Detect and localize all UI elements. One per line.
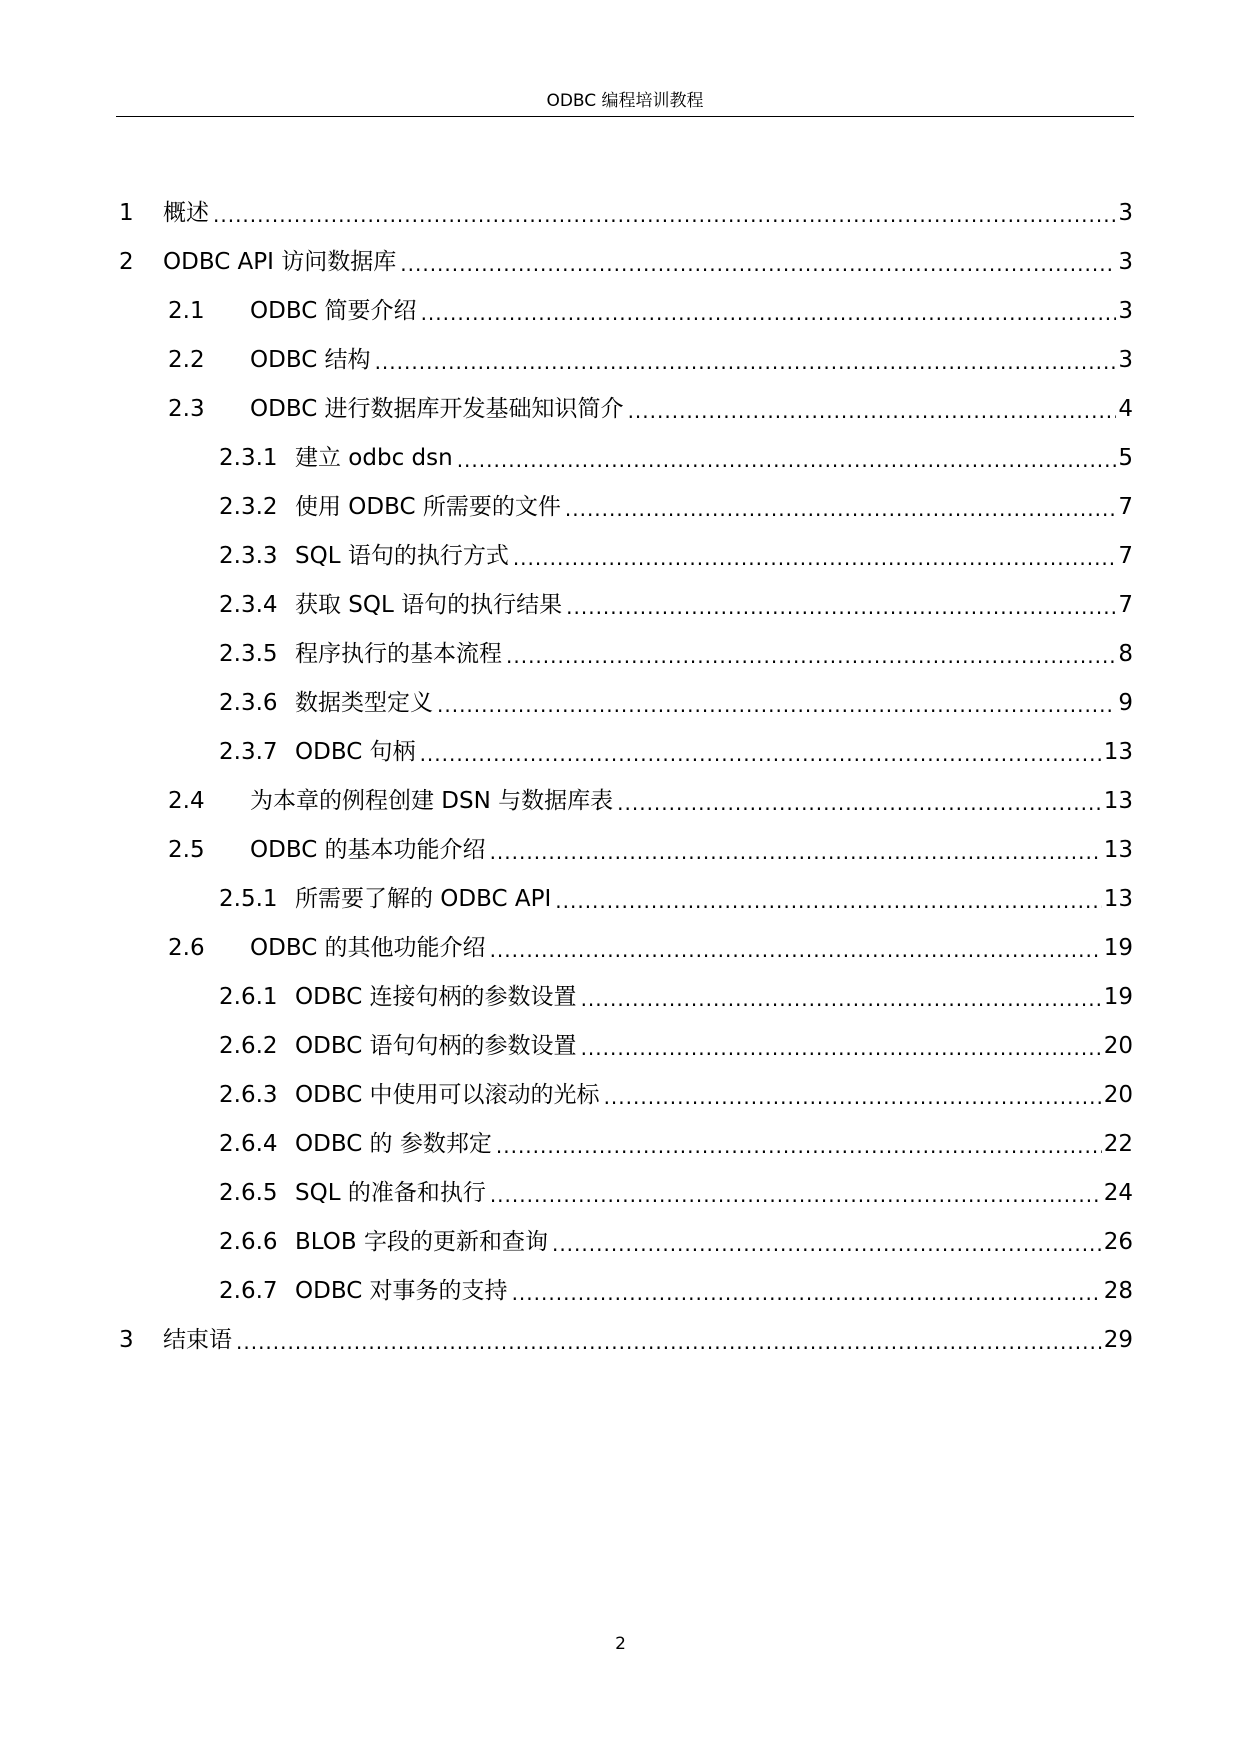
toc-entry-page: 13	[1103, 886, 1133, 912]
toc-entry[interactable]	[219, 683, 1133, 717]
toc-entry-title: ODBC API 访问数据库	[163, 249, 397, 275]
toc-entry-page: 28	[1103, 1278, 1133, 1304]
toc-entry-page: 5	[1118, 445, 1133, 471]
toc-entry-page: 13	[1103, 837, 1133, 863]
toc-entry-page: 3	[1118, 347, 1133, 373]
toc-entry[interactable]	[168, 291, 1133, 325]
toc-entry-page: 3	[1118, 200, 1133, 226]
toc-leader-dots	[457, 444, 1117, 472]
toc-entry[interactable]	[219, 1075, 1133, 1109]
toc-entry-page: 20	[1103, 1082, 1133, 1108]
toc-entry[interactable]	[119, 1320, 1133, 1354]
toc-leader-dots	[490, 1179, 1102, 1207]
toc-entry[interactable]	[219, 487, 1133, 521]
toc-entry-number: 2.6.5	[219, 1180, 278, 1206]
toc-entry[interactable]	[219, 1026, 1133, 1060]
toc-entry-title: ODBC 句柄	[295, 739, 416, 765]
page-header-title: ODBC 编程培训教程	[546, 91, 704, 111]
toc-entry-number: 2.6.4	[219, 1131, 278, 1157]
toc-leader-dots	[213, 199, 1116, 227]
toc-entry-title: ODBC 结构	[250, 347, 371, 373]
toc-entry-number: 2.5.1	[219, 886, 278, 912]
toc-entry-number: 2.2	[168, 347, 205, 373]
toc-leader-dots	[496, 1130, 1102, 1158]
toc-entry-number: 1	[119, 200, 134, 226]
toc-leader-dots	[421, 297, 1117, 325]
toc-entry-title: 使用 ODBC 所需要的文件	[295, 494, 561, 520]
toc-leader-dots	[581, 983, 1102, 1011]
toc-entry-title: ODBC 对事务的支持	[295, 1278, 508, 1304]
toc-entry-page: 7	[1118, 494, 1133, 520]
toc-entry-title: ODBC 简要介绍	[250, 298, 417, 324]
toc-entry[interactable]	[219, 732, 1133, 766]
toc-entry-title: 建立 odbc dsn	[295, 445, 453, 471]
toc-entry-title: ODBC 的 参数邦定	[295, 1131, 492, 1157]
toc-entry[interactable]	[219, 1173, 1133, 1207]
toc-entry-number: 2.5	[168, 837, 205, 863]
toc-entry-title: ODBC 的基本功能介绍	[250, 837, 486, 863]
toc-entry-page: 29	[1103, 1327, 1133, 1353]
toc-leader-dots	[506, 640, 1116, 668]
toc-entry-title: SQL 的准备和执行	[295, 1180, 486, 1206]
toc-entry-title: 所需要了解的 ODBC API	[295, 886, 552, 912]
toc-entry-number: 2.3.6	[219, 690, 278, 716]
toc-entry[interactable]	[219, 977, 1133, 1011]
toc-leader-dots	[566, 591, 1116, 619]
toc-entry-page: 19	[1103, 984, 1133, 1010]
toc-entry[interactable]	[219, 1124, 1133, 1158]
toc-entry[interactable]	[168, 830, 1133, 864]
toc-entry-number: 2.3.5	[219, 641, 278, 667]
toc-entry-page: 9	[1118, 690, 1133, 716]
toc-entry-number: 2.6	[168, 935, 205, 961]
toc-entry-number: 2.6.2	[219, 1033, 278, 1059]
toc-entry-number: 3	[119, 1327, 134, 1353]
toc-entry-number: 2.3.1	[219, 445, 278, 471]
toc-entry-number: 2.3.7	[219, 739, 278, 765]
toc-leader-dots	[512, 1277, 1102, 1305]
toc-entry-title: SQL 语句的执行方式	[295, 543, 509, 569]
toc-entry-title: ODBC 中使用可以滚动的光标	[295, 1082, 600, 1108]
toc-leader-dots	[420, 738, 1102, 766]
toc-entry-title: 程序执行的基本流程	[295, 641, 502, 667]
toc-entry[interactable]	[219, 1222, 1133, 1256]
toc-entry-page: 3	[1118, 298, 1133, 324]
toc-leader-dots	[400, 248, 1116, 276]
toc-entry-number: 2.3.3	[219, 543, 278, 569]
toc-entry-page: 7	[1118, 543, 1133, 569]
toc-entry-title: 获取 SQL 语句的执行结果	[295, 592, 563, 618]
toc-leader-dots	[437, 689, 1116, 717]
toc-entry-number: 2	[119, 249, 134, 275]
toc-entry-number: 2.3	[168, 396, 205, 422]
toc-leader-dots	[513, 542, 1117, 570]
toc-entry-title: 数据类型定义	[295, 690, 433, 716]
toc-entry-title: ODBC 进行数据库开发基础知识简介	[250, 396, 624, 422]
toc-entry-title: ODBC 的其他功能介绍	[250, 935, 486, 961]
toc-entry-page: 13	[1103, 739, 1133, 765]
toc-entry-page: 20	[1103, 1033, 1133, 1059]
toc-entry-title: BLOB 字段的更新和查询	[295, 1229, 548, 1255]
toc-entry-number: 2.1	[168, 298, 205, 324]
toc-entry-number: 2.6.6	[219, 1229, 278, 1255]
toc-entry-title: 结束语	[163, 1327, 232, 1353]
toc-entry-title: 概述	[163, 200, 209, 226]
toc-entry-number: 2.6.7	[219, 1278, 278, 1304]
toc-entry-page: 8	[1118, 641, 1133, 667]
toc-entry[interactable]	[119, 242, 1133, 276]
toc-entry-page: 19	[1103, 935, 1133, 961]
toc-leader-dots	[617, 787, 1102, 815]
toc-entry-page: 3	[1118, 249, 1133, 275]
toc-entry-page: 24	[1103, 1180, 1133, 1206]
toc-entry-page: 13	[1103, 788, 1133, 814]
toc-leader-dots	[628, 395, 1117, 423]
toc-leader-dots	[490, 934, 1102, 962]
toc-leader-dots	[552, 1228, 1102, 1256]
toc-entry[interactable]	[219, 1271, 1133, 1305]
header-divider	[116, 116, 1134, 117]
toc-entry-number: 2.6.1	[219, 984, 278, 1010]
toc-leader-dots	[555, 885, 1101, 913]
toc-leader-dots	[604, 1081, 1102, 1109]
toc-entry-title: ODBC 连接句柄的参数设置	[295, 984, 577, 1010]
toc-entry[interactable]	[219, 585, 1133, 619]
toc-entry-title: ODBC 语句句柄的参数设置	[295, 1033, 577, 1059]
toc-entry[interactable]	[219, 536, 1133, 570]
toc-entry[interactable]	[168, 340, 1133, 374]
toc-entry[interactable]	[219, 879, 1133, 913]
toc-leader-dots	[236, 1326, 1102, 1354]
toc-leader-dots	[581, 1032, 1102, 1060]
toc-entry[interactable]	[168, 928, 1133, 962]
page-number: 2	[615, 1634, 626, 1654]
toc-leader-dots	[490, 836, 1102, 864]
toc-entry-page: 22	[1103, 1131, 1133, 1157]
toc-entry-number: 2.6.3	[219, 1082, 278, 1108]
toc-entry-number: 2.4	[168, 788, 205, 814]
toc-entry-number: 2.3.4	[219, 592, 278, 618]
toc-entry-page: 4	[1118, 396, 1133, 422]
toc-entry[interactable]	[119, 193, 1133, 227]
toc-entry[interactable]	[219, 438, 1133, 472]
toc-entry-page: 26	[1103, 1229, 1133, 1255]
toc-entry[interactable]	[168, 781, 1133, 815]
toc-entry-page: 7	[1118, 592, 1133, 618]
toc-leader-dots	[565, 493, 1116, 521]
toc-entry-title: 为本章的例程创建 DSN 与数据库表	[250, 788, 614, 814]
toc-entry[interactable]	[168, 389, 1133, 423]
toc-leader-dots	[375, 346, 1117, 374]
toc-entry[interactable]	[219, 634, 1133, 668]
toc-entry-number: 2.3.2	[219, 494, 278, 520]
